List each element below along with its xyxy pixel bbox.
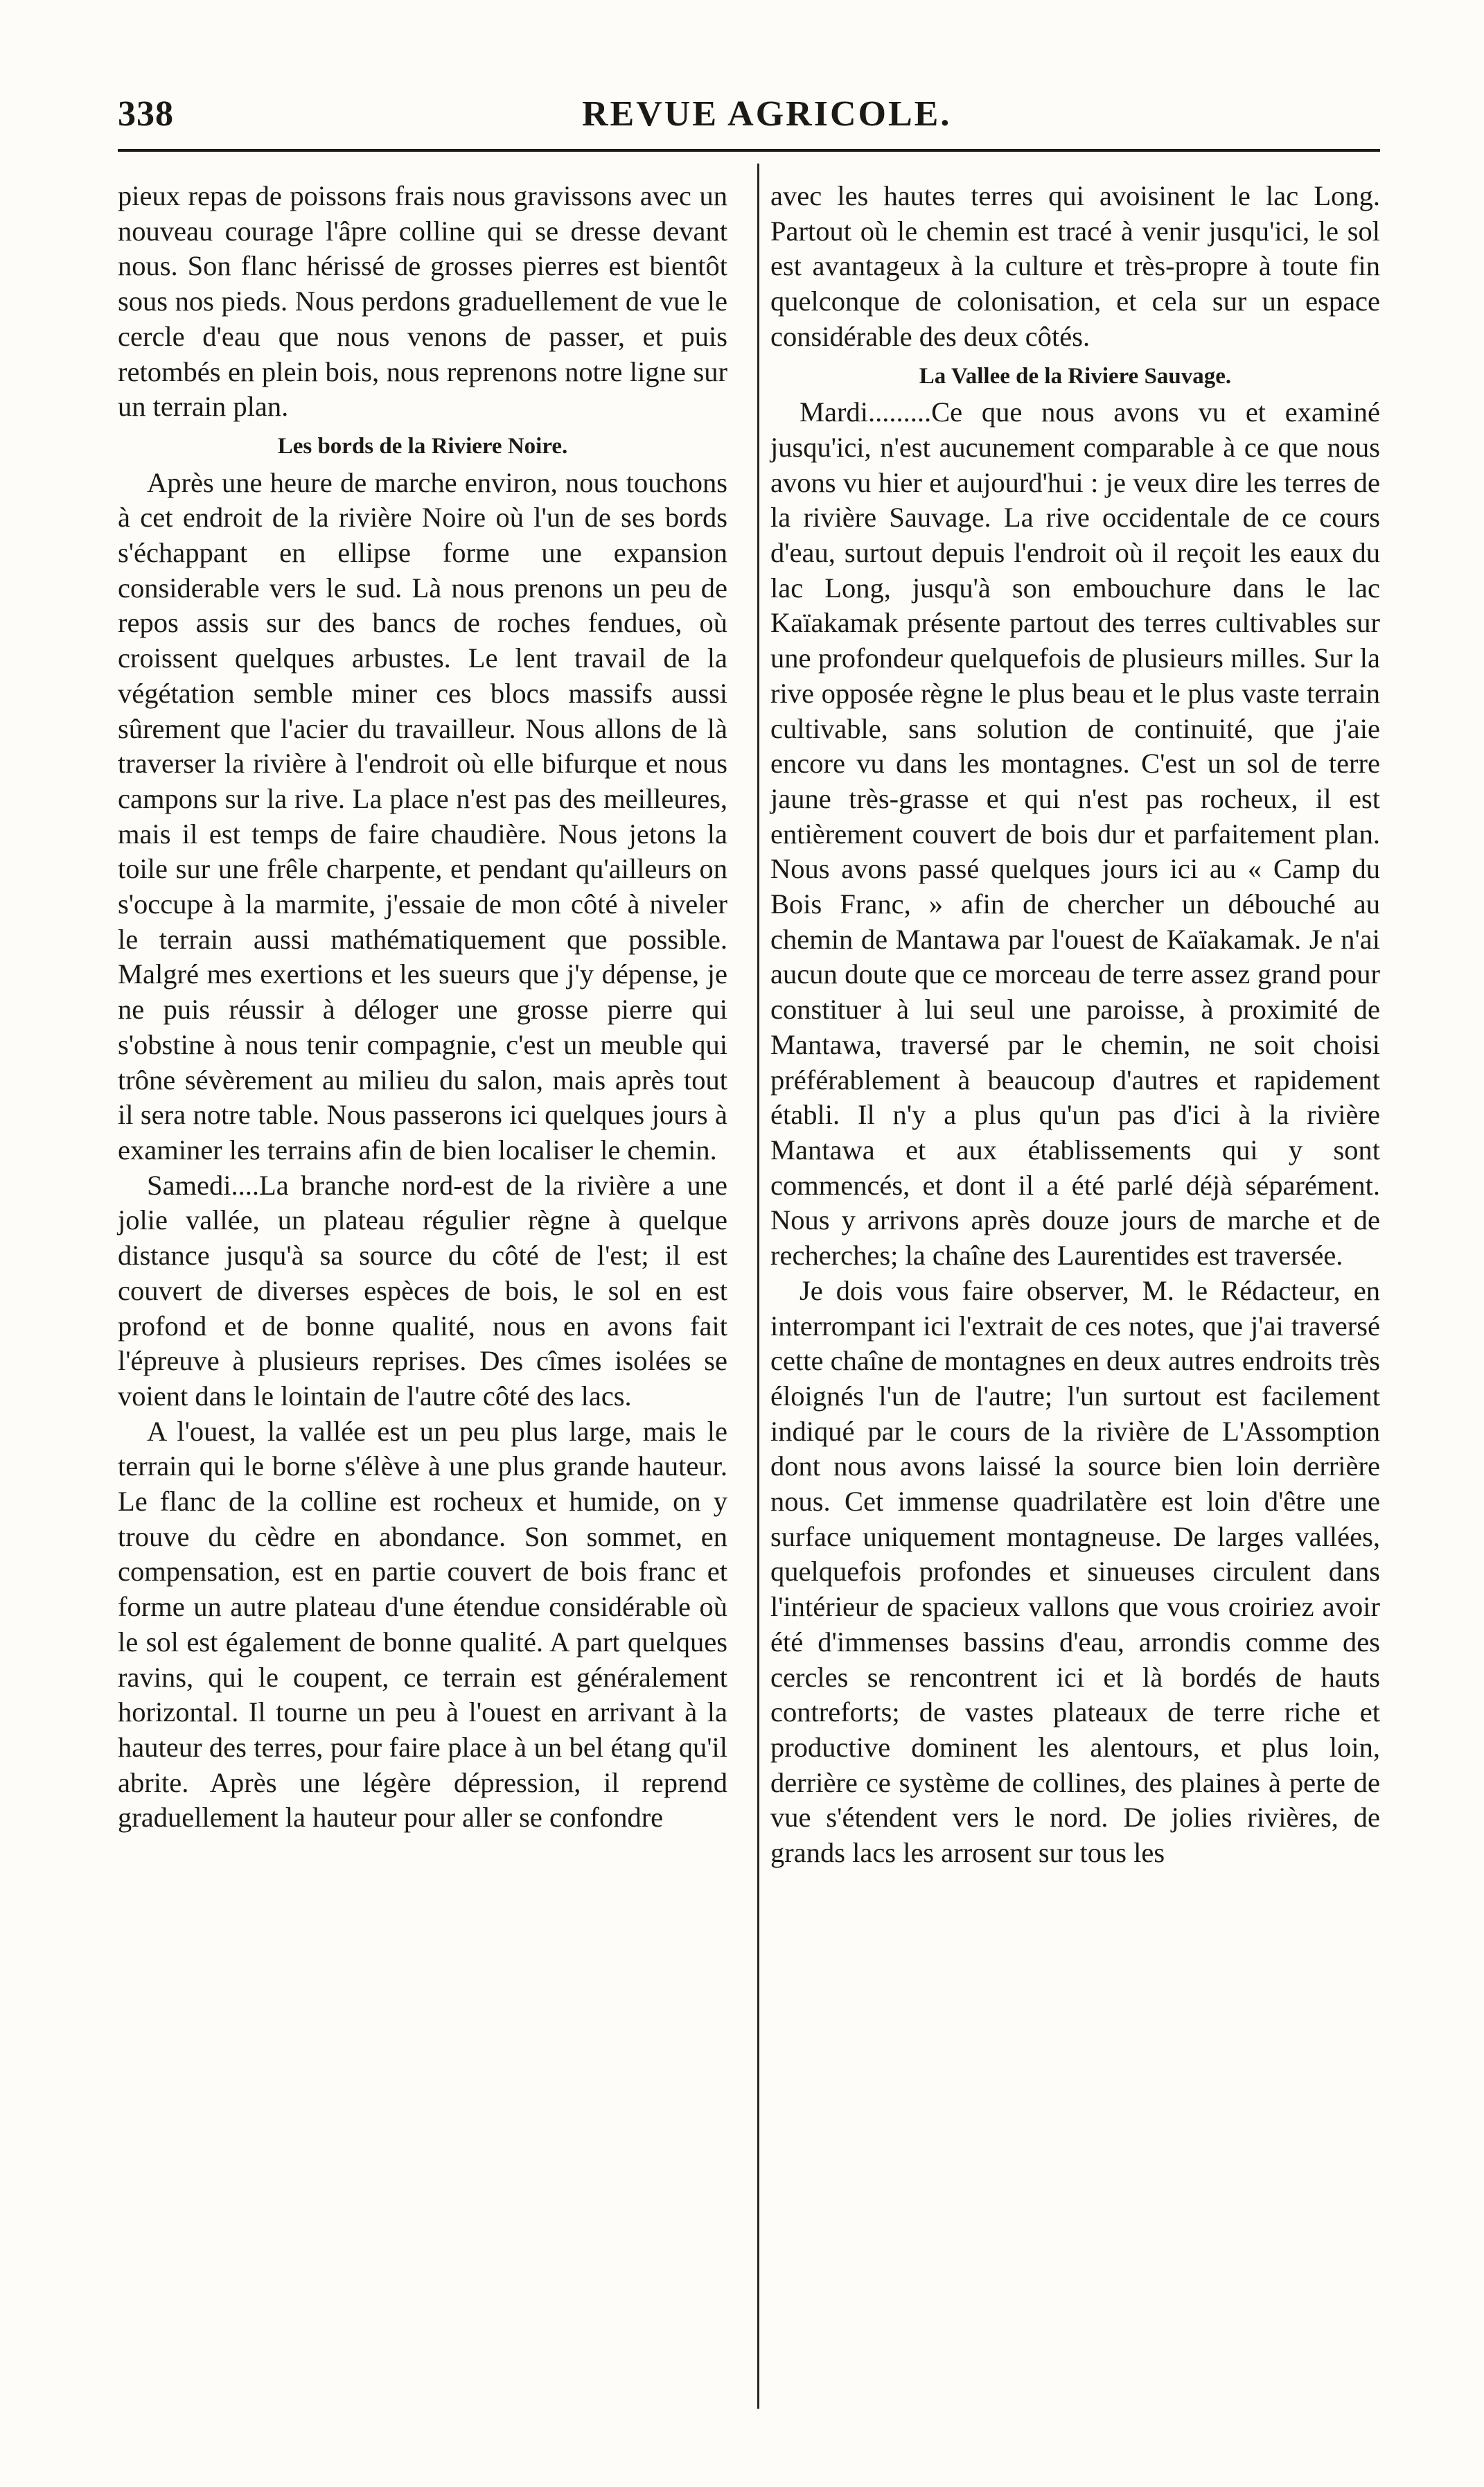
left-column	[118, 179, 727, 1836]
paragraph: Samedi....La branche nord-est de la rivière a une jolie vallée, un plateau régulier règne à quelque distance jusqu'à sa source du côté de l'est; il est couvert de diverses espèces de bois, le sol en est profond et de bonne qualité, nous en avons fait l'épreuve à plusieurs reprises. Des cîmes isolées se voient dans le lointain de l'autre côté des lacs.	[118, 1169, 727, 1412]
running-title: REVUE AGRICOLE.	[582, 94, 952, 134]
paragraph: Mardi.........Ce que nous avons vu et examiné jusqu'ici, n'est aucunement comparable à ce que nous avons vu hier et aujourd'hui : je veux dire les terres de la rivière Sauvage. La rive occidentale de ce cours d'eau, surtout depuis l'endroit où il reçoit les eaux du lac Long, jusqu'à son embouchure dans le lac Kaïakamak présente partout des terres cultivables sur une profondeur quelquefois de plusieurs milles. Sur la rive opposée règne le plus beau et le plus vaste terrain cultivable, sans solution de continuité, que j'aie encore vu dans les montagnes. C'est un sol de terre jaune très-grasse et qui n'est pas rocheux, il est entièrement couvert de bois dur et parfaitement plan. Nous avons passé quelques jours ici au « Camp du Bois Franc, » afin de chercher un débouché au chemin de Mantawa par l'ouest de Kaïakamak. Je n'ai aucun doute que ce morceau de terre assez grand pour constituer à lui seul une paroisse, à proximité de Mantawa, traversé par le chemin, ne soit choisi préférablement à beaucoup d'autres et rapidement établi. Il n'y a plus qu'un pas d'ici à la rivière Mantawa et aux établissements qui y sont commencés, et dont il a été parlé déjà séparément. Nous y arrivons après douze jours de marche et de recherches; la chaîne des Laurentides est traversée.	[770, 396, 1380, 1272]
section-heading: La Vallee de la Riviere Sauvage.	[919, 363, 1232, 389]
page-number: 338	[118, 94, 174, 134]
header-rule	[118, 149, 1380, 152]
page-header	[118, 83, 1380, 149]
paragraph: A l'ouest, la vallée est un peu plus large, mais le terrain qui le borne s'élève à une plus grande hauteur. Le flanc de la colline est rocheux et humide, on y trouve du cèdre en abondance. Son sommet, en compensation, est en partie couvert de bois franc et forme un autre plateau d'une étendue considérable où le sol est également de bonne qualité. A part quelques ravins, qui le coupent, ce terrain est généralement horizontal. Il tourne un peu à l'ouest en arrivant à la hauteur des terres, pour faire place à un bel étang qu'il abrite. Après une légère dépression, il reprend graduellement la hauteur pour aller se confondre	[118, 1415, 727, 1834]
paragraph: Je dois vous faire observer, M. le Rédacteur, en interrompant ici l'extrait de ces notes, que j'ai traversé cette chaîne de montagnes en deux autres endroits très éloignés l'un de l'autre; l'un surtout est facilement indiqué par le cours de la rivière de L'Assomption dont nous avons laissé la source bien loin derrière nous. Cet immense quadrilatère est loin d'être une surface uniquement montagneuse. De larges vallées, quelquefois profondes et sinueuses circulent dans l'intérieur de spacieux vallons que vous croiriez avoir été d'immenses bassins d'eau, arrondis comme des cercles se rencontrent ici et là bordés de hauts contreforts; de vastes plateaux de terre riche et productive dominent les alentours, et plus loin, derrière ce système de collines, des plaines à perte de vue s'étendent vers le nord. De jolies rivières, de grands lacs les arrosent sur tous les	[770, 1274, 1380, 1869]
right-column	[770, 179, 1380, 1871]
section-heading: Les bords de la Riviere Noire.	[277, 433, 568, 459]
column-divider	[757, 164, 759, 2409]
paragraph: avec les hautes terres qui avoisinent le lac Long. Partout où le chemin est tracé à venir jusqu'ici, le sol est avantageux à la culture et très-propre à toute fin quelconque de colonisation, et cela sur un espace considérable des deux côtés.	[770, 180, 1380, 352]
paragraph: pieux repas de poissons frais nous gravissons avec un nouveau courage l'âpre colline qui se dresse devant nous. Son flanc hérissé de grosses pierres est bientôt sous nos pieds. Nous perdons graduellement de vue le cercle d'eau que nous venons de passer, et puis retombés en plein bois, nous reprenons notre ligne sur un terrain plan.	[118, 180, 727, 423]
paragraph: Après une heure de marche environ, nous touchons à cet endroit de la rivière Noire où l'un de ses bords s'échappant en ellipse forme une expansion considerable vers le sud. Là nous prenons un peu de repos assis sur des bancs de roches fendues, où croissent quelques arbustes. Le lent travail de la végétation semble miner ces blocs massifs aussi sûrement que l'acier du travailleur. Nous allons de là traverser la rivière à l'endroit où elle bifurque et nous campons sur la rive. La place n'est pas des meilleures, mais il est temps de faire chaudière. Nous jetons la toile sur une frêle charpente, et pendant qu'ailleurs on s'occupe à la marmite, j'essaie de mon côté à niveler le terrain aussi mathématiquement que possible. Malgré mes exertions et les sueurs que j'y dépense, je ne puis réussir à déloger une grosse pierre qui s'obstine à nous tenir compagnie, c'est un meuble qui trône sévèrement au milieu du salon, mais après tout il sera notre table. Nous passerons ici quelques jours à examiner les terrains afin de bien localiser le chemin.	[118, 466, 727, 1166]
